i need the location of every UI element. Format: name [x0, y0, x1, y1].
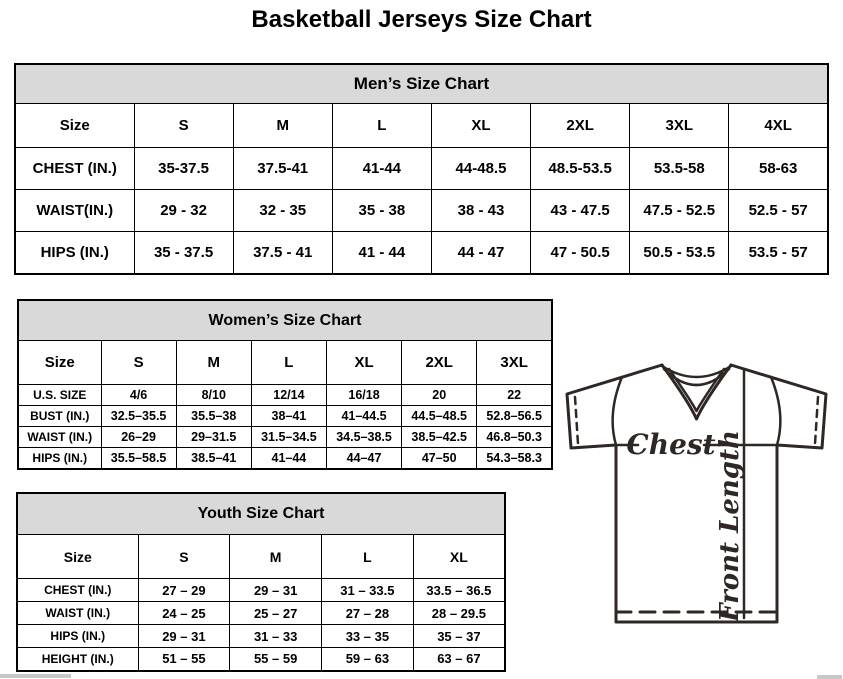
cell: 43 - 47.5: [531, 190, 630, 232]
cell: 48.5-53.5: [531, 148, 630, 190]
cell: 47.5 - 52.5: [630, 190, 729, 232]
cell: 47 - 50.5: [531, 232, 630, 274]
youth-size-chart-section: [16, 492, 506, 672]
cell: 46.8–50.3: [477, 427, 552, 448]
col-header: S: [134, 104, 233, 148]
womens-table-title: Women’s Size Chart: [18, 300, 552, 341]
jersey-collar: [662, 366, 731, 411]
cell: 52.5 - 57: [729, 190, 828, 232]
measurement-lines: [618, 369, 777, 618]
col-header: XL: [431, 104, 530, 148]
cell: 38 - 43: [431, 190, 530, 232]
cell: 37.5 - 41: [233, 232, 332, 274]
cell: 22: [477, 385, 552, 406]
youth-size-table: [16, 492, 506, 672]
col-header: 3XL: [630, 104, 729, 148]
cell: 38.5–41: [176, 448, 251, 469]
cell: 38.5–42.5: [402, 427, 477, 448]
row-label: HIPS (IN.): [17, 625, 138, 648]
row-label: CHEST (IN.): [17, 579, 138, 602]
cell: 31.5–34.5: [251, 427, 326, 448]
table-row: [17, 648, 505, 671]
cell: 37.5-41: [233, 148, 332, 190]
col-header: 2XL: [531, 104, 630, 148]
cell: 27 – 29: [138, 579, 230, 602]
table-row: [17, 625, 505, 648]
row-label: HEIGHT (IN.): [17, 648, 138, 671]
youth-table-title: Youth Size Chart: [17, 493, 505, 535]
col-header: M: [233, 104, 332, 148]
cell: 33.5 – 36.5: [413, 579, 505, 602]
cell: 31 – 33: [230, 625, 322, 648]
cell: 31 – 33.5: [322, 579, 414, 602]
cell: 35 - 37.5: [134, 232, 233, 274]
cell: 29 – 31: [138, 625, 230, 648]
cell: 51 – 55: [138, 648, 230, 671]
table-row: [18, 427, 552, 448]
cell: 28 – 29.5: [413, 602, 505, 625]
col-header: 2XL: [402, 341, 477, 385]
cell: 50.5 - 53.5: [630, 232, 729, 274]
table-row: [15, 148, 828, 190]
jersey-outline: [567, 365, 826, 622]
cell: 16/18: [326, 385, 401, 406]
cell: 44.5–48.5: [402, 406, 477, 427]
col-header: S: [138, 535, 230, 579]
cell: 55 – 59: [230, 648, 322, 671]
cell: 25 – 27: [230, 602, 322, 625]
cell: 53.5 - 57: [729, 232, 828, 274]
col-header: Size: [18, 341, 101, 385]
cell: 59 – 63: [322, 648, 414, 671]
cell: 53.5-58: [630, 148, 729, 190]
cell: 12/14: [251, 385, 326, 406]
womens-header-row: [18, 341, 552, 385]
col-header: L: [251, 341, 326, 385]
table-row: [15, 232, 828, 274]
cell: 20: [402, 385, 477, 406]
youth-header-row: [17, 535, 505, 579]
cell: 35.5–58.5: [101, 448, 176, 469]
cell: 47–50: [402, 448, 477, 469]
cell: 33 – 35: [322, 625, 414, 648]
cell: 38–41: [251, 406, 326, 427]
cell: 8/10: [176, 385, 251, 406]
hscrollbar-fragment-left[interactable]: [0, 674, 71, 678]
row-label: CHEST (IN.): [15, 148, 134, 190]
mens-header-row: [15, 104, 828, 148]
row-label: BUST (IN.): [18, 406, 101, 427]
row-label: WAIST(IN.): [15, 190, 134, 232]
cell: 35 – 37: [413, 625, 505, 648]
cell: 41 - 44: [332, 232, 431, 274]
cell: 35 - 38: [332, 190, 431, 232]
table-row: [18, 448, 552, 469]
cell: 32 - 35: [233, 190, 332, 232]
mens-table-title: Men’s Size Chart: [15, 64, 828, 104]
womens-size-table: [17, 299, 553, 470]
col-header: XL: [326, 341, 401, 385]
cell: 44 - 47: [431, 232, 530, 274]
jersey-measurement-diagram: [558, 356, 842, 632]
mens-size-chart-section: [14, 63, 829, 275]
front-length-label: Front Length: [715, 430, 745, 622]
row-label: U.S. SIZE: [18, 385, 101, 406]
hscrollbar-fragment-right[interactable]: [817, 675, 842, 679]
col-header: M: [176, 341, 251, 385]
cell: 44-48.5: [431, 148, 530, 190]
cell: 34.5–38.5: [326, 427, 401, 448]
cell: 27 – 28: [322, 602, 414, 625]
col-header: 3XL: [477, 341, 552, 385]
col-header: 4XL: [729, 104, 828, 148]
cell: 35-37.5: [134, 148, 233, 190]
cell: 29 - 32: [134, 190, 233, 232]
cell: 52.8–56.5: [477, 406, 552, 427]
cell: 54.3–58.3: [477, 448, 552, 469]
col-header: M: [230, 535, 322, 579]
row-label: HIPS (IN.): [18, 448, 101, 469]
cell: 24 – 25: [138, 602, 230, 625]
col-header: XL: [413, 535, 505, 579]
table-row: [17, 602, 505, 625]
col-header: S: [101, 341, 176, 385]
cell: 29 – 31: [230, 579, 322, 602]
cell: 41–44.5: [326, 406, 401, 427]
womens-size-chart-section: [17, 299, 553, 470]
chest-label: Chest: [626, 428, 716, 461]
row-label: WAIST (IN.): [18, 427, 101, 448]
col-header: Size: [17, 535, 138, 579]
table-row: [18, 385, 552, 406]
row-label: WAIST (IN.): [17, 602, 138, 625]
table-row: [17, 579, 505, 602]
cell: 41–44: [251, 448, 326, 469]
cell: 58-63: [729, 148, 828, 190]
cell: 32.5–35.5: [101, 406, 176, 427]
table-row: [18, 406, 552, 427]
col-header: Size: [15, 104, 134, 148]
col-header: L: [332, 104, 431, 148]
col-header: L: [322, 535, 414, 579]
cell: 41-44: [332, 148, 431, 190]
row-label: HIPS (IN.): [15, 232, 134, 274]
table-row: [15, 190, 828, 232]
cell: 35.5–38: [176, 406, 251, 427]
cell: 26–29: [101, 427, 176, 448]
cell: 63 – 67: [413, 648, 505, 671]
cell: 4/6: [101, 385, 176, 406]
page-title: Basketball Jerseys Size Chart: [251, 6, 592, 33]
cell: 44–47: [326, 448, 401, 469]
mens-size-table: [14, 63, 829, 275]
cell: 29–31.5: [176, 427, 251, 448]
